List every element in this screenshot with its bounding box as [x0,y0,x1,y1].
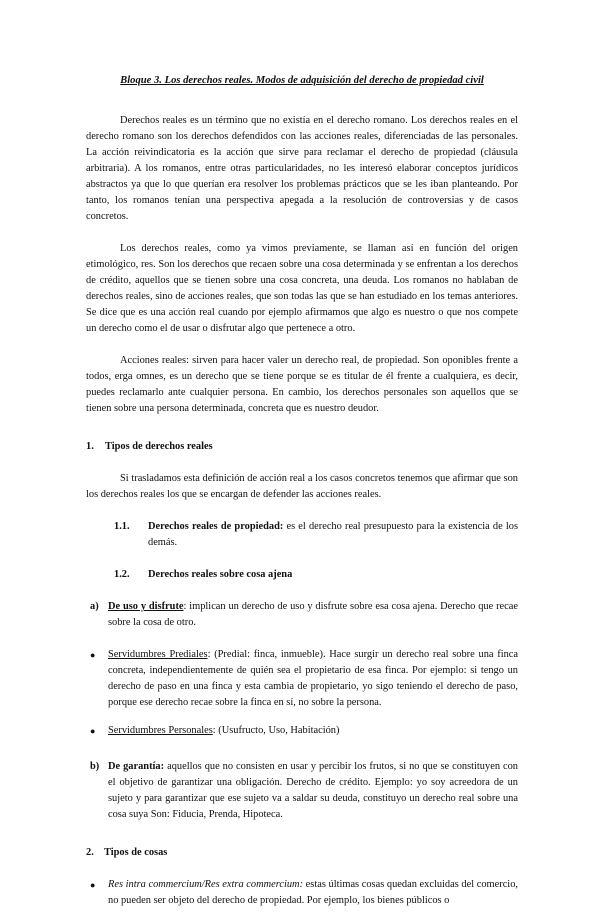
paragraph-intro: Derechos reales es un término que no existía en el derecho romano. Los derechos reales en el derecho romano son los derechos defendidos con las acciones reales, diferenciadas de las personales. La acción reivindicatoria es la acción que sirve para reclamar el derecho de propiedad (cláusula arbitraria). A los romanos, entre otras particularidades, no les interesó elaborar conceptos jurídicos abstractos ya que lo que querían era resolver los problemas prácticos que se les iban planteando. Por tanto, los romanos tenían una perspectiva apegada a la resolución de controversias y de casos concretos. [86,115,518,222]
section-heading-2 [86,845,518,861]
subsection-1-2 [86,567,518,583]
bullet-label: Res intra commercium/Res extra commercium: [108,879,304,890]
bullet-servidumbres-personales [86,723,518,739]
bullet-icon: ● [90,880,96,890]
list-item-label: De uso y disfrute [108,601,184,612]
paragraph-etymology: Los derechos reales, como ya vimos previamente, se llaman así en función del origen etimológico, res. Son los derechos que recaen sobre una cosa determinada y se enfrentan a los derechos de crédito, aquellos que se tienen sobre una cosa concreta, una deuda. Los romanos no hablaban de derechos reales, sino de acciones reales, que son todas las que se han estudiado en los temas anteriores. Se dice que es una acción real cuando por ejemplo afirmamos que algo es nuestro o que nos compete un derecho como el de usar o disfrutar algo que pertenece a otro. [86,243,518,334]
paragraph-acciones-reales: Acciones reales: sirven para hacer valer un derecho real, de propiedad. Son oponibles frente a todos, erga omnes, es un derecho que se tiene porque se es titular de él frente a cualquiera, es decir, puedes reclamarlo ante cualquier persona. En cambio, los derechos personales son aquellos que se tienen sobre una persona determinada, concreta que es nuestro deudor. [86,355,518,414]
list-marker: a) [90,601,99,612]
bullet-text [108,647,518,711]
bullet-body: : (Usufructo, Uso, Habitación) [212,725,340,736]
bullet-icon: ● [90,726,96,736]
bullet-text [108,723,518,739]
document-body [86,73,518,921]
list-item-b [86,759,518,823]
subsection-label: Derechos reales sobre cosa ajena [148,569,293,580]
bullet-label: Servidumbres Prediales [108,649,208,660]
subsection-text [148,519,518,551]
section-title: Tipos de derechos reales [105,441,213,452]
list-item-label: De garantía: [108,761,165,772]
bullet-body: estas últimas cosas quedan excluidas del comercio, no pueden ser objeto del derecho de propiedad. Por ejemplo, los bienes públicos o [108,879,518,906]
subsection-number: 1.2. [114,569,130,580]
bullet-servidumbres-prediales [86,647,518,711]
list-marker: b) [90,761,100,772]
bullet-icon: ● [90,650,96,660]
subsection-1-1 [86,519,518,551]
section1-intro: Si trasladamos esta definición de acción real a los casos concretos tenemos que afirmar que son los derechos reales los que se encargan de defender las acciones reales. [86,473,518,500]
list-item-body: : implican un derecho de uso y disfrute sobre esa cosa ajena. Derecho que recae sobre la cosa de otro. [108,601,518,628]
list-item-a [86,599,518,631]
bullet-body: : (Predial: finca, inmueble). Hace surgir un derecho real sobre una finca concreta, independientemente de quién sea el propietario de esa finca. Por ejemplo: si tengo un derecho de paso en una finca y esta cambia de propietario, yo sigo teniendo el derecho de paso, porque ese derecho recae sobre la finca en sí, no sobre la persona. [108,649,519,708]
bullet-res-commercium [86,877,518,909]
list-item-body: aquellos que no consisten en usar y percibir los frutos, si no que se constituyen con el objetivo de garantizar una obligación. Derecho de crédito. Ejemplo: yo soy acreedora de un sujeto y para garantizar que ese sujeto va a saldar su deuda, constituyo un derecho real sobre una cosa suya Son: Fiducia, Prenda, Hipoteca. [108,761,518,820]
bullet-label: Servidumbres Personales [108,725,213,736]
bullet-text [108,877,518,909]
subsection-label: Derechos reales de propiedad: [148,521,284,532]
subsection-body: es el derecho real presupuesto para la existencia de los demás. [148,521,518,548]
list-item-text [108,759,518,823]
section-title: Tipos de cosas [104,847,168,858]
section-heading-1 [86,439,518,455]
section-number: 2. [86,847,94,858]
section-number: 1. [86,441,94,452]
subsection-number: 1.1. [114,521,130,532]
list-item-text [108,599,518,631]
document-title: Bloque 3. Los derechos reales. Modos de adquisición del derecho de propiedad civil [120,75,484,86]
